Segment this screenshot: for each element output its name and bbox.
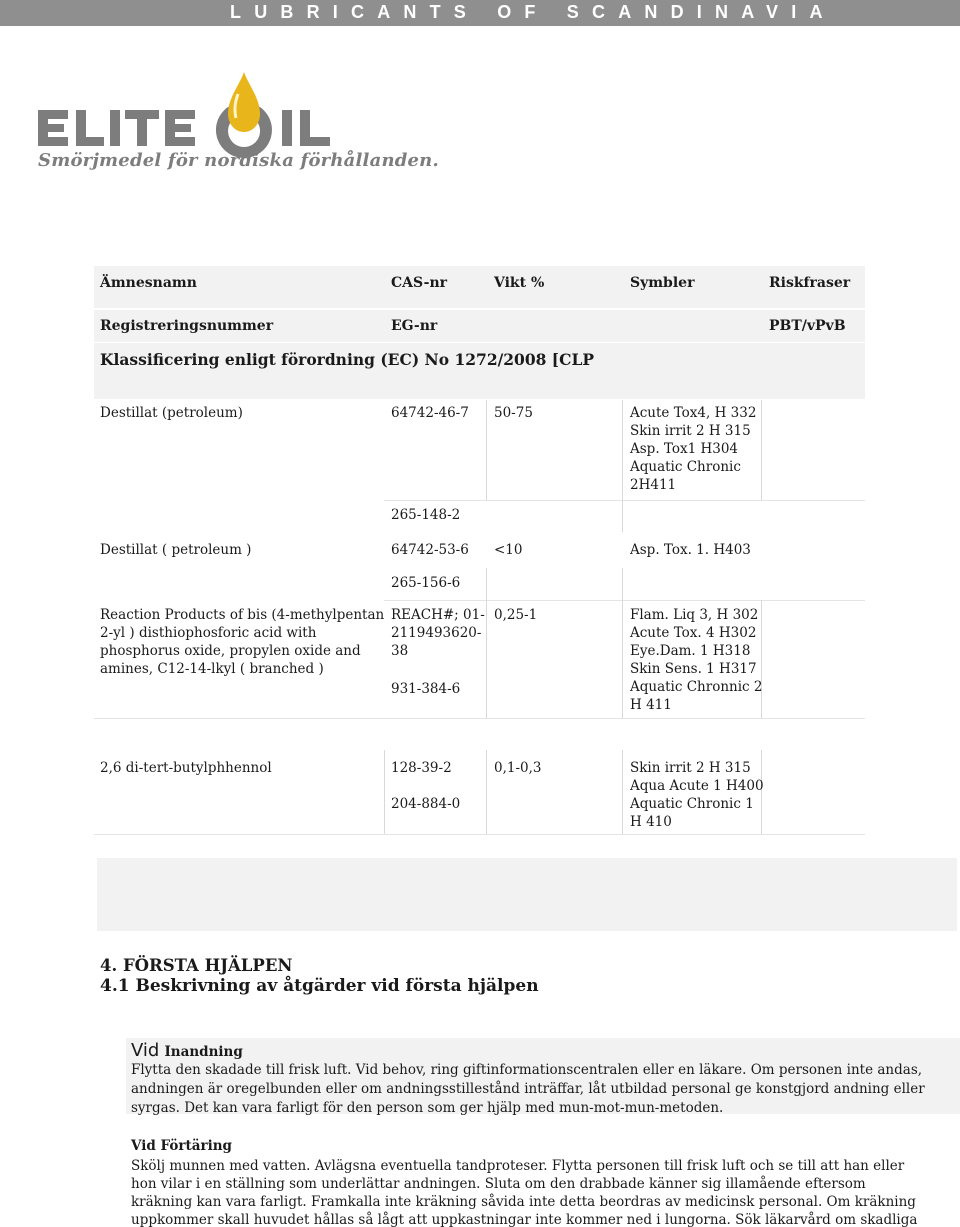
row3-symbol: H 411 [630, 697, 672, 713]
ingestion-line: hon vilar i en ställning som underlättar andningen. Sluta om den drabbade känner sig illamående eftersom [131, 1176, 866, 1192]
grid-line [486, 750, 487, 834]
header-substance-name: Ämnesnamn [100, 275, 197, 291]
row3-symbol: Eye.Dam. 1 H318 [630, 643, 751, 659]
grid-line [622, 750, 623, 834]
row3-symbol: Flam. Liq 3, H 302 [630, 607, 759, 623]
row3-reach: 38 [391, 643, 409, 659]
header-risk: Riskfraser [769, 275, 851, 291]
row3-reach: 2119493620- [391, 625, 482, 641]
ingestion-heading: Vid Förtäring [131, 1138, 232, 1154]
header-ec: EG-nr [391, 318, 438, 334]
row4-symbol: Aquatic Chronic 1 [630, 796, 754, 812]
inhalation-prefix: Vid [131, 1040, 160, 1061]
row1-cas: 64742-46-7 [391, 405, 469, 421]
header-registration: Registreringsnummer [100, 318, 274, 334]
row3-reach: REACH#; 01- [391, 607, 485, 623]
row4-symbol: Skin irrit 2 H 315 [630, 760, 751, 776]
row3-symbol: Aquatic Chronnic 2 [630, 679, 763, 695]
row1-symbol: Skin irrit 2 H 315 [630, 423, 751, 439]
row4-ec: 204-884-0 [391, 796, 461, 812]
row2-symbol: Asp. Tox. 1. H403 [630, 542, 751, 558]
row3-symbol: Skin Sens. 1 H317 [630, 661, 757, 677]
ingestion-line: uppkommer skall huvudet hållas så lågt att uppkastningar inte kommer ned i lungorna. Sök läkarvård om skadliga [131, 1212, 918, 1227]
inhalation-line: syrgas. Det kan vara farligt för den person som ger hjälp med mun-mot-mun-metoden. [131, 1100, 724, 1116]
row3-name: amines, C12-14-lkyl ( branched ) [100, 661, 324, 677]
row1-symbol: 2H411 [630, 477, 677, 493]
row4-cas: 128-39-2 [391, 760, 452, 776]
row2-ec: 265-156-6 [391, 575, 461, 591]
grid-line [622, 400, 623, 500]
grid-line [94, 718, 865, 719]
top-banner [0, 0, 960, 26]
row3-name: 2-yl ) disthiophosforic acid with [100, 625, 317, 641]
row3-ec: 931-384-6 [391, 681, 461, 697]
row2-name: Destillat ( petroleum ) [100, 542, 252, 558]
row3-name: phosphorus oxide, propylen oxide and [100, 643, 361, 659]
banner-text: LUBRICANTS OF SCANDINAVIA [230, 2, 836, 22]
grid-line [384, 600, 865, 601]
header-cas: CAS-nr [391, 275, 447, 291]
grid-line [761, 400, 762, 500]
header-symbols: Symbler [630, 275, 695, 291]
inhalation-heading [131, 1040, 243, 1061]
logo-tagline: Smörjmedel för nordiska förhållanden. [38, 150, 439, 171]
row1-weight: 50-75 [494, 405, 533, 421]
grid-line [486, 400, 487, 500]
grid-line [761, 600, 762, 718]
row1-name: Destillat (petroleum) [100, 405, 243, 421]
header-weight: Vikt % [494, 275, 545, 291]
inhalation-line: Flytta den skadade till frisk luft. Vid behov, ring giftinformationscentralen eller en läkare. Om personen inte andas, [131, 1062, 923, 1078]
grid-line [486, 568, 487, 600]
oil-drop-icon [228, 72, 260, 132]
grid-line [622, 600, 623, 718]
grid-line [384, 500, 865, 501]
row4-weight: 0,1-0,3 [494, 760, 542, 776]
row4-name: 2,6 di-tert-butylphhennol [100, 760, 272, 776]
grid-line [486, 600, 487, 718]
grid-line [94, 834, 865, 835]
header-pbt: PBT/vPvB [769, 318, 846, 334]
row4-symbol: H 410 [630, 814, 672, 830]
row1-ec: 265-148-2 [391, 507, 461, 523]
row1-symbol: Asp. Tox1 H304 [630, 441, 739, 457]
section-subtitle: 4.1 Beskrivning av åtgärder vid första hjälpen [100, 976, 539, 996]
row3-name: Reaction Products of bis (4-methylpentan [100, 607, 385, 623]
grid-line [622, 500, 623, 532]
inhalation-line: andningen är oregelbunden eller om andningsstillestånd inträffar, låt utbildad personal ge konstgjord andning eller [131, 1081, 925, 1097]
inhalation-label: Inandning [164, 1044, 243, 1060]
row4-symbol: Aqua Acute 1 H400 [630, 778, 764, 794]
ingestion-line: Skölj munnen med vatten. Avlägsna eventuella tandproteser. Flytta personen till frisk luft och se till att han eller [131, 1158, 905, 1174]
row1-symbol: Acute Tox4, H 332 [630, 405, 757, 421]
row1-symbol: Aquatic Chronic [630, 459, 741, 475]
row2-weight: <10 [494, 542, 523, 558]
grid-line [384, 750, 385, 834]
row3-symbol: Acute Tox. 4 H302 [630, 625, 757, 641]
classification-title: Klassificering enligt förordning (EC) No 1272/2008 [CLP [100, 350, 595, 369]
row3-weight: 0,25-1 [494, 607, 538, 623]
ingestion-line: kräkning kan vara farligt. Framkalla inte kräkning såvida inte detta beordras av medicinsk personal. Om kräkning [131, 1194, 916, 1210]
empty-gray-block [97, 858, 957, 931]
row2-cas: 64742-53-6 [391, 542, 469, 558]
grid-line [622, 568, 623, 600]
table-header-bg [94, 266, 865, 308]
section-title: 4. FÖRSTA HJÄLPEN [100, 956, 293, 975]
